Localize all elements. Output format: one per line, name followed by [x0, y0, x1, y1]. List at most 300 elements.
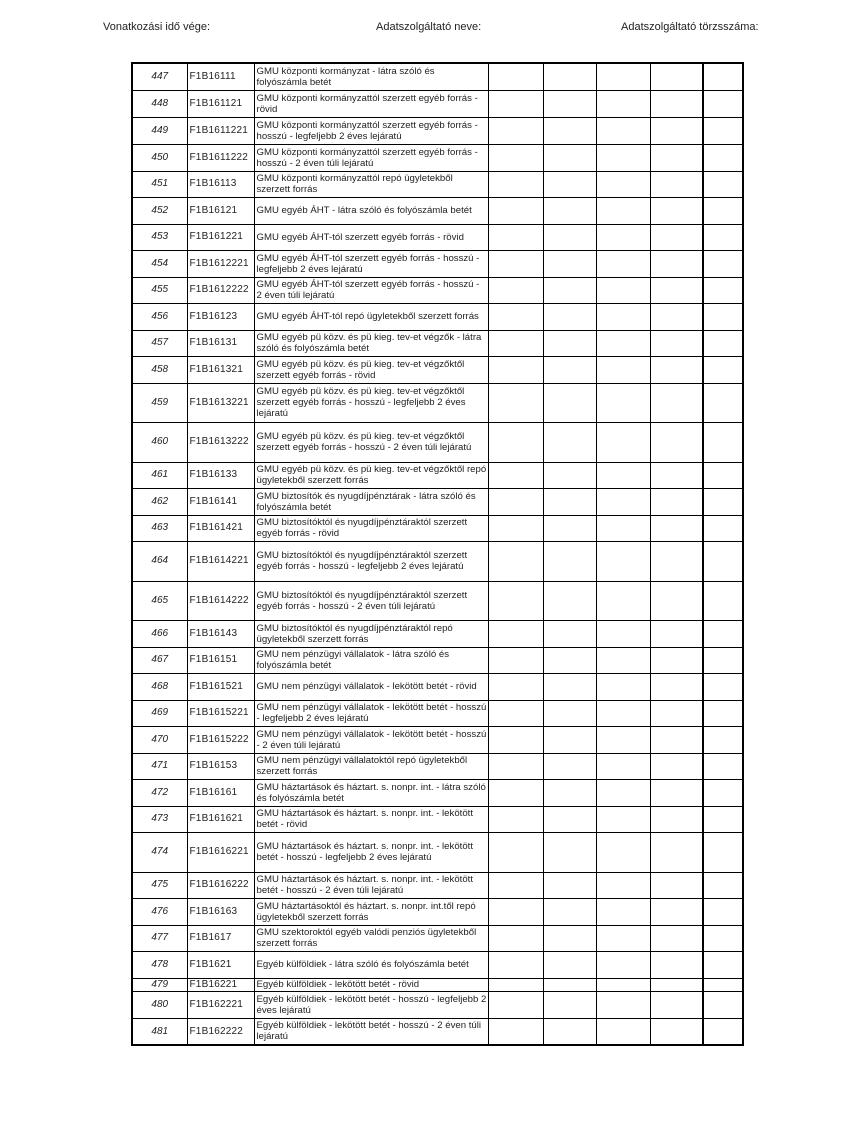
row-number: 474	[132, 832, 187, 872]
row-code: F1B16141	[187, 488, 254, 515]
value-cell-4[interactable]	[650, 581, 703, 620]
row-code: F1B16131	[187, 330, 254, 356]
row-description: GMU biztosítóktól és nyugdíjpénztáraktól szerzett egyéb forrás - rövid	[254, 515, 488, 541]
row-code: F1B1612221	[187, 250, 254, 277]
value-cell-4[interactable]	[650, 515, 703, 541]
value-cell-2[interactable]	[543, 303, 596, 330]
row-description: GMU háztartásoktól és háztart. s. nonpr. int.től repó ügyletekből szerzett forrás	[254, 898, 488, 925]
value-cell-3[interactable]	[596, 978, 650, 991]
value-cell-3[interactable]	[596, 806, 650, 832]
row-number: 461	[132, 462, 187, 488]
value-cell-1[interactable]	[488, 991, 543, 1018]
value-cell-1[interactable]	[488, 647, 543, 673]
value-cell-2[interactable]	[543, 726, 596, 753]
value-cell-1[interactable]	[488, 779, 543, 806]
value-cell-4[interactable]	[650, 872, 703, 898]
row-number: 478	[132, 951, 187, 978]
value-cell-2[interactable]	[543, 925, 596, 951]
row-code: F1B1613222	[187, 422, 254, 462]
table-row	[132, 515, 743, 541]
value-cell-3[interactable]	[596, 700, 650, 726]
value-cell-1[interactable]	[488, 872, 543, 898]
table-row	[132, 330, 743, 356]
row-code: F1B16161	[187, 779, 254, 806]
row-code: F1B161421	[187, 515, 254, 541]
table-row	[132, 925, 743, 951]
row-description: GMU egyéb ÁHT - látra szóló és folyószámla betét	[254, 197, 488, 224]
row-number: 447	[132, 63, 187, 90]
row-description: GMU háztartások és háztart. s. nonpr. int. - látra szóló és folyószámla betét	[254, 779, 488, 806]
value-cell-5[interactable]	[703, 356, 743, 383]
table-row	[132, 356, 743, 383]
value-cell-3[interactable]	[596, 726, 650, 753]
row-number: 465	[132, 581, 187, 620]
table-row	[132, 991, 743, 1018]
value-cell-2[interactable]	[543, 978, 596, 991]
value-cell-5[interactable]	[703, 422, 743, 462]
value-cell-1[interactable]	[488, 383, 543, 422]
value-cell-1[interactable]	[488, 90, 543, 117]
value-cell-1[interactable]	[488, 250, 543, 277]
row-code: F1B16133	[187, 462, 254, 488]
table-row	[132, 726, 743, 753]
row-description: GMU háztartások és háztart. s. nonpr. int. - lekötött betét - hosszú - legfeljebb 2 éves lejáratú	[254, 832, 488, 872]
value-cell-2[interactable]	[543, 951, 596, 978]
value-cell-1[interactable]	[488, 488, 543, 515]
value-cell-5[interactable]	[703, 753, 743, 779]
value-cell-5[interactable]	[703, 832, 743, 872]
row-description: GMU biztosítók és nyugdíjpénztárak - látra szóló és folyószámla betét	[254, 488, 488, 515]
value-cell-1[interactable]	[488, 951, 543, 978]
value-cell-2[interactable]	[543, 117, 596, 144]
value-cell-4[interactable]	[650, 330, 703, 356]
table-row	[132, 832, 743, 872]
value-cell-3[interactable]	[596, 581, 650, 620]
value-cell-2[interactable]	[543, 647, 596, 673]
value-cell-2[interactable]	[543, 898, 596, 925]
row-code: F1B16121	[187, 197, 254, 224]
value-cell-1[interactable]	[488, 1018, 543, 1045]
table-row	[132, 277, 743, 303]
value-cell-5[interactable]	[703, 673, 743, 700]
table-row	[132, 779, 743, 806]
table-row	[132, 898, 743, 925]
value-cell-1[interactable]	[488, 197, 543, 224]
value-cell-4[interactable]	[650, 1018, 703, 1045]
value-cell-2[interactable]	[543, 753, 596, 779]
row-code: F1B1615222	[187, 726, 254, 753]
row-number: 459	[132, 383, 187, 422]
row-code: F1B1611221	[187, 117, 254, 144]
row-number: 479	[132, 978, 187, 991]
value-cell-5[interactable]	[703, 171, 743, 197]
row-code: F1B16111	[187, 63, 254, 90]
value-cell-3[interactable]	[596, 515, 650, 541]
value-cell-2[interactable]	[543, 620, 596, 647]
value-cell-4[interactable]	[650, 197, 703, 224]
table-row	[132, 250, 743, 277]
value-cell-5[interactable]	[703, 898, 743, 925]
value-cell-1[interactable]	[488, 726, 543, 753]
value-cell-5[interactable]	[703, 647, 743, 673]
row-number: 450	[132, 144, 187, 171]
row-description: GMU nem pénzügyi vállalatok - látra szóló és folyószámla betét	[254, 647, 488, 673]
row-code: F1B1614221	[187, 541, 254, 581]
value-cell-4[interactable]	[650, 462, 703, 488]
value-cell-2[interactable]	[543, 422, 596, 462]
value-cell-2[interactable]	[543, 197, 596, 224]
value-cell-4[interactable]	[650, 620, 703, 647]
value-cell-1[interactable]	[488, 978, 543, 991]
value-cell-4[interactable]	[650, 700, 703, 726]
row-description: GMU háztartások és háztart. s. nonpr. int. - lekötött betét - rövid	[254, 806, 488, 832]
row-number: 464	[132, 541, 187, 581]
row-description: GMU biztosítóktól és nyugdíjpénztáraktól szerzett egyéb forrás - hosszú - 2 éven túli lejáratú	[254, 581, 488, 620]
value-cell-4[interactable]	[650, 250, 703, 277]
row-description: GMU egyéb pü közv. és pü kieg. tev-et végzőktől repó ügyletekből szerzett forrás	[254, 462, 488, 488]
value-cell-3[interactable]	[596, 277, 650, 303]
value-cell-3[interactable]	[596, 925, 650, 951]
row-code: F1B1613221	[187, 383, 254, 422]
value-cell-3[interactable]	[596, 90, 650, 117]
row-description: GMU háztartások és háztart. s. nonpr. int. - lekötött betét - hosszú - 2 éven túli lejáratú	[254, 872, 488, 898]
value-cell-1[interactable]	[488, 898, 543, 925]
row-description: GMU nem pénzügyi vállalatok - lekötött betét - hosszú - 2 éven túli lejáratú	[254, 726, 488, 753]
value-cell-5[interactable]	[703, 303, 743, 330]
row-description: GMU nem pénzügyi vállalatok - lekötött betét - hosszú - legfeljebb 2 éves lejáratú	[254, 700, 488, 726]
row-number: 473	[132, 806, 187, 832]
row-code: F1B16113	[187, 171, 254, 197]
row-description: GMU nem pénzügyi vállalatok - lekötött betét - rövid	[254, 673, 488, 700]
value-cell-4[interactable]	[650, 753, 703, 779]
value-cell-5[interactable]	[703, 779, 743, 806]
row-number: 460	[132, 422, 187, 462]
value-cell-3[interactable]	[596, 144, 650, 171]
table-row	[132, 620, 743, 647]
table-row	[132, 303, 743, 330]
provider-id-label: Adatszolgáltató törzsszáma:	[621, 21, 759, 33]
value-cell-3[interactable]	[596, 872, 650, 898]
row-description: GMU szektoroktól egyéb valódi penziós ügyletekből szerzett forrás	[254, 925, 488, 951]
row-number: 480	[132, 991, 187, 1018]
value-cell-2[interactable]	[543, 224, 596, 250]
table-row	[132, 224, 743, 250]
row-description: GMU egyéb pü közv. és pü kieg. tev-et végzőktől szerzett egyéb forrás - hosszú - legfeljebb 2 éves lejáratú	[254, 383, 488, 422]
value-cell-3[interactable]	[596, 620, 650, 647]
value-cell-4[interactable]	[650, 90, 703, 117]
value-cell-5[interactable]	[703, 117, 743, 144]
table-row	[132, 488, 743, 515]
value-cell-4[interactable]	[650, 63, 703, 90]
row-code: F1B1621	[187, 951, 254, 978]
row-code: F1B16151	[187, 647, 254, 673]
row-description: GMU egyéb ÁHT-tól szerzett egyéb forrás - hosszú - legfeljebb 2 éves lejáratú	[254, 250, 488, 277]
value-cell-5[interactable]	[703, 90, 743, 117]
value-cell-3[interactable]	[596, 117, 650, 144]
value-cell-4[interactable]	[650, 726, 703, 753]
value-cell-1[interactable]	[488, 620, 543, 647]
value-cell-3[interactable]	[596, 753, 650, 779]
value-cell-5[interactable]	[703, 951, 743, 978]
row-code: F1B161321	[187, 356, 254, 383]
value-cell-5[interactable]	[703, 541, 743, 581]
value-cell-2[interactable]	[543, 1018, 596, 1045]
table-row	[132, 647, 743, 673]
row-code: F1B161621	[187, 806, 254, 832]
row-number: 456	[132, 303, 187, 330]
value-cell-1[interactable]	[488, 117, 543, 144]
row-code: F1B162222	[187, 1018, 254, 1045]
value-cell-1[interactable]	[488, 700, 543, 726]
row-description: GMU központi kormányzattól szerzett egyéb forrás - hosszú - legfeljebb 2 éves lejáratú	[254, 117, 488, 144]
table-row	[132, 197, 743, 224]
value-cell-3[interactable]	[596, 303, 650, 330]
value-cell-5[interactable]	[703, 515, 743, 541]
row-description: GMU nem pénzügyi vállalatoktól repó ügyletekből szerzett forrás	[254, 753, 488, 779]
value-cell-5[interactable]	[703, 63, 743, 90]
table-row	[132, 541, 743, 581]
value-cell-1[interactable]	[488, 806, 543, 832]
value-cell-2[interactable]	[543, 541, 596, 581]
row-description: GMU egyéb ÁHT-tól szerzett egyéb forrás - hosszú - 2 éven túli lejáratú	[254, 277, 488, 303]
value-cell-4[interactable]	[650, 832, 703, 872]
table-row	[132, 1018, 743, 1045]
value-cell-3[interactable]	[596, 422, 650, 462]
value-cell-4[interactable]	[650, 898, 703, 925]
row-number: 457	[132, 330, 187, 356]
value-cell-3[interactable]	[596, 673, 650, 700]
row-description: GMU központi kormányzattól szerzett egyéb forrás - hosszú - 2 éven túli lejáratú	[254, 144, 488, 171]
value-cell-2[interactable]	[543, 806, 596, 832]
value-cell-1[interactable]	[488, 515, 543, 541]
value-cell-2[interactable]	[543, 872, 596, 898]
value-cell-5[interactable]	[703, 872, 743, 898]
value-cell-3[interactable]	[596, 832, 650, 872]
row-number: 453	[132, 224, 187, 250]
value-cell-2[interactable]	[543, 673, 596, 700]
row-number: 463	[132, 515, 187, 541]
row-number: 468	[132, 673, 187, 700]
period-end-label: Vonatkozási idő vége:	[103, 21, 211, 33]
value-cell-2[interactable]	[543, 144, 596, 171]
value-cell-3[interactable]	[596, 171, 650, 197]
value-cell-1[interactable]	[488, 581, 543, 620]
value-cell-2[interactable]	[543, 383, 596, 422]
value-cell-4[interactable]	[650, 277, 703, 303]
value-cell-4[interactable]	[650, 673, 703, 700]
value-cell-1[interactable]	[488, 925, 543, 951]
value-cell-2[interactable]	[543, 700, 596, 726]
value-cell-5[interactable]	[703, 197, 743, 224]
value-cell-4[interactable]	[650, 978, 703, 991]
value-cell-5[interactable]	[703, 581, 743, 620]
value-cell-2[interactable]	[543, 171, 596, 197]
row-description: GMU egyéb ÁHT-tól szerzett egyéb forrás - rövid	[254, 224, 488, 250]
table-row	[132, 872, 743, 898]
table-row	[132, 171, 743, 197]
value-cell-2[interactable]	[543, 779, 596, 806]
table-row	[132, 753, 743, 779]
row-description: GMU egyéb ÁHT-tól repó ügyletekből szerzett forrás	[254, 303, 488, 330]
row-code: F1B16123	[187, 303, 254, 330]
value-cell-5[interactable]	[703, 978, 743, 991]
value-cell-5[interactable]	[703, 700, 743, 726]
value-cell-1[interactable]	[488, 330, 543, 356]
value-cell-5[interactable]	[703, 277, 743, 303]
value-cell-3[interactable]	[596, 991, 650, 1018]
value-cell-3[interactable]	[596, 224, 650, 250]
value-cell-3[interactable]	[596, 1018, 650, 1045]
value-cell-2[interactable]	[543, 250, 596, 277]
value-cell-3[interactable]	[596, 383, 650, 422]
value-cell-1[interactable]	[488, 277, 543, 303]
row-number: 475	[132, 872, 187, 898]
table-row	[132, 806, 743, 832]
table-row	[132, 700, 743, 726]
row-description: GMU biztosítóktól és nyugdíjpénztáraktól szerzett egyéb forrás - hosszú - legfeljebb 2 éves lejáratú	[254, 541, 488, 581]
provider-name-label: Adatszolgáltató neve:	[376, 21, 482, 33]
value-cell-4[interactable]	[650, 171, 703, 197]
value-cell-4[interactable]	[650, 356, 703, 383]
value-cell-3[interactable]	[596, 898, 650, 925]
row-code: F1B1616221	[187, 832, 254, 872]
row-code: F1B162221	[187, 991, 254, 1018]
row-description: GMU központi kormányzattól repó ügyletekből szerzett forrás	[254, 171, 488, 197]
row-number: 471	[132, 753, 187, 779]
row-number: 477	[132, 925, 187, 951]
value-cell-1[interactable]	[488, 541, 543, 581]
value-cell-3[interactable]	[596, 951, 650, 978]
value-cell-2[interactable]	[543, 90, 596, 117]
value-cell-1[interactable]	[488, 224, 543, 250]
value-cell-1[interactable]	[488, 63, 543, 90]
row-code: F1B1616222	[187, 872, 254, 898]
row-number: 466	[132, 620, 187, 647]
row-code: F1B16163	[187, 898, 254, 925]
value-cell-2[interactable]	[543, 330, 596, 356]
value-cell-3[interactable]	[596, 462, 650, 488]
row-code: F1B1612222	[187, 277, 254, 303]
row-description: GMU központi kormányzat - látra szóló és folyószámla betét	[254, 63, 488, 90]
value-cell-2[interactable]	[543, 462, 596, 488]
row-code: F1B1617	[187, 925, 254, 951]
row-code: F1B161121	[187, 90, 254, 117]
row-number: 472	[132, 779, 187, 806]
value-cell-2[interactable]	[543, 832, 596, 872]
table-row	[132, 63, 743, 90]
value-cell-2[interactable]	[543, 277, 596, 303]
value-cell-5[interactable]	[703, 250, 743, 277]
value-cell-1[interactable]	[488, 422, 543, 462]
value-cell-5[interactable]	[703, 1018, 743, 1045]
row-description: GMU központi kormányzattól szerzett egyéb forrás - rövid	[254, 90, 488, 117]
value-cell-5[interactable]	[703, 330, 743, 356]
value-cell-5[interactable]	[703, 144, 743, 171]
data-table	[131, 62, 744, 1046]
value-cell-3[interactable]	[596, 63, 650, 90]
value-cell-3[interactable]	[596, 250, 650, 277]
value-cell-1[interactable]	[488, 303, 543, 330]
row-number: 458	[132, 356, 187, 383]
row-description: GMU egyéb pü közv. és pü kieg. tev-et végzőktől szerzett egyéb forrás - hosszú - 2 éven túli lejáratú	[254, 422, 488, 462]
row-description: Egyéb külföldiek - lekötött betét - rövid	[254, 978, 488, 991]
value-cell-2[interactable]	[543, 356, 596, 383]
value-cell-2[interactable]	[543, 63, 596, 90]
value-cell-4[interactable]	[650, 925, 703, 951]
value-cell-3[interactable]	[596, 779, 650, 806]
value-cell-4[interactable]	[650, 383, 703, 422]
value-cell-5[interactable]	[703, 462, 743, 488]
value-cell-1[interactable]	[488, 462, 543, 488]
row-description: GMU egyéb pü közv. és pü kieg. tev-et végzőktől szerzett egyéb forrás - rövid	[254, 356, 488, 383]
value-cell-3[interactable]	[596, 356, 650, 383]
row-number: 462	[132, 488, 187, 515]
value-cell-1[interactable]	[488, 144, 543, 171]
value-cell-4[interactable]	[650, 541, 703, 581]
value-cell-3[interactable]	[596, 197, 650, 224]
value-cell-4[interactable]	[650, 224, 703, 250]
value-cell-4[interactable]	[650, 488, 703, 515]
value-cell-5[interactable]	[703, 488, 743, 515]
table-row	[132, 673, 743, 700]
row-code: F1B16221	[187, 978, 254, 991]
value-cell-5[interactable]	[703, 726, 743, 753]
value-cell-3[interactable]	[596, 647, 650, 673]
row-code: F1B1615221	[187, 700, 254, 726]
row-number: 452	[132, 197, 187, 224]
value-cell-5[interactable]	[703, 925, 743, 951]
value-cell-2[interactable]	[543, 515, 596, 541]
value-cell-4[interactable]	[650, 422, 703, 462]
value-cell-3[interactable]	[596, 488, 650, 515]
value-cell-4[interactable]	[650, 117, 703, 144]
row-number: 455	[132, 277, 187, 303]
value-cell-1[interactable]	[488, 356, 543, 383]
value-cell-3[interactable]	[596, 541, 650, 581]
row-number: 448	[132, 90, 187, 117]
value-cell-5[interactable]	[703, 224, 743, 250]
value-cell-5[interactable]	[703, 806, 743, 832]
value-cell-5[interactable]	[703, 383, 743, 422]
value-cell-1[interactable]	[488, 753, 543, 779]
row-number: 469	[132, 700, 187, 726]
value-cell-4[interactable]	[650, 144, 703, 171]
row-number: 481	[132, 1018, 187, 1045]
value-cell-5[interactable]	[703, 991, 743, 1018]
table-row	[132, 90, 743, 117]
value-cell-5[interactable]	[703, 620, 743, 647]
table-row	[132, 117, 743, 144]
value-cell-1[interactable]	[488, 673, 543, 700]
value-cell-3[interactable]	[596, 330, 650, 356]
table-row	[132, 951, 743, 978]
value-cell-2[interactable]	[543, 488, 596, 515]
value-cell-2[interactable]	[543, 991, 596, 1018]
value-cell-4[interactable]	[650, 991, 703, 1018]
table-row	[132, 462, 743, 488]
value-cell-4[interactable]	[650, 647, 703, 673]
value-cell-1[interactable]	[488, 832, 543, 872]
row-description: GMU egyéb pü közv. és pü kieg. tev-et végzők - látra szóló és folyószámla betét	[254, 330, 488, 356]
row-number: 467	[132, 647, 187, 673]
row-description: Egyéb külföldiek - látra szóló és folyószámla betét	[254, 951, 488, 978]
value-cell-2[interactable]	[543, 581, 596, 620]
value-cell-4[interactable]	[650, 951, 703, 978]
value-cell-4[interactable]	[650, 303, 703, 330]
value-cell-4[interactable]	[650, 779, 703, 806]
value-cell-1[interactable]	[488, 171, 543, 197]
value-cell-4[interactable]	[650, 806, 703, 832]
